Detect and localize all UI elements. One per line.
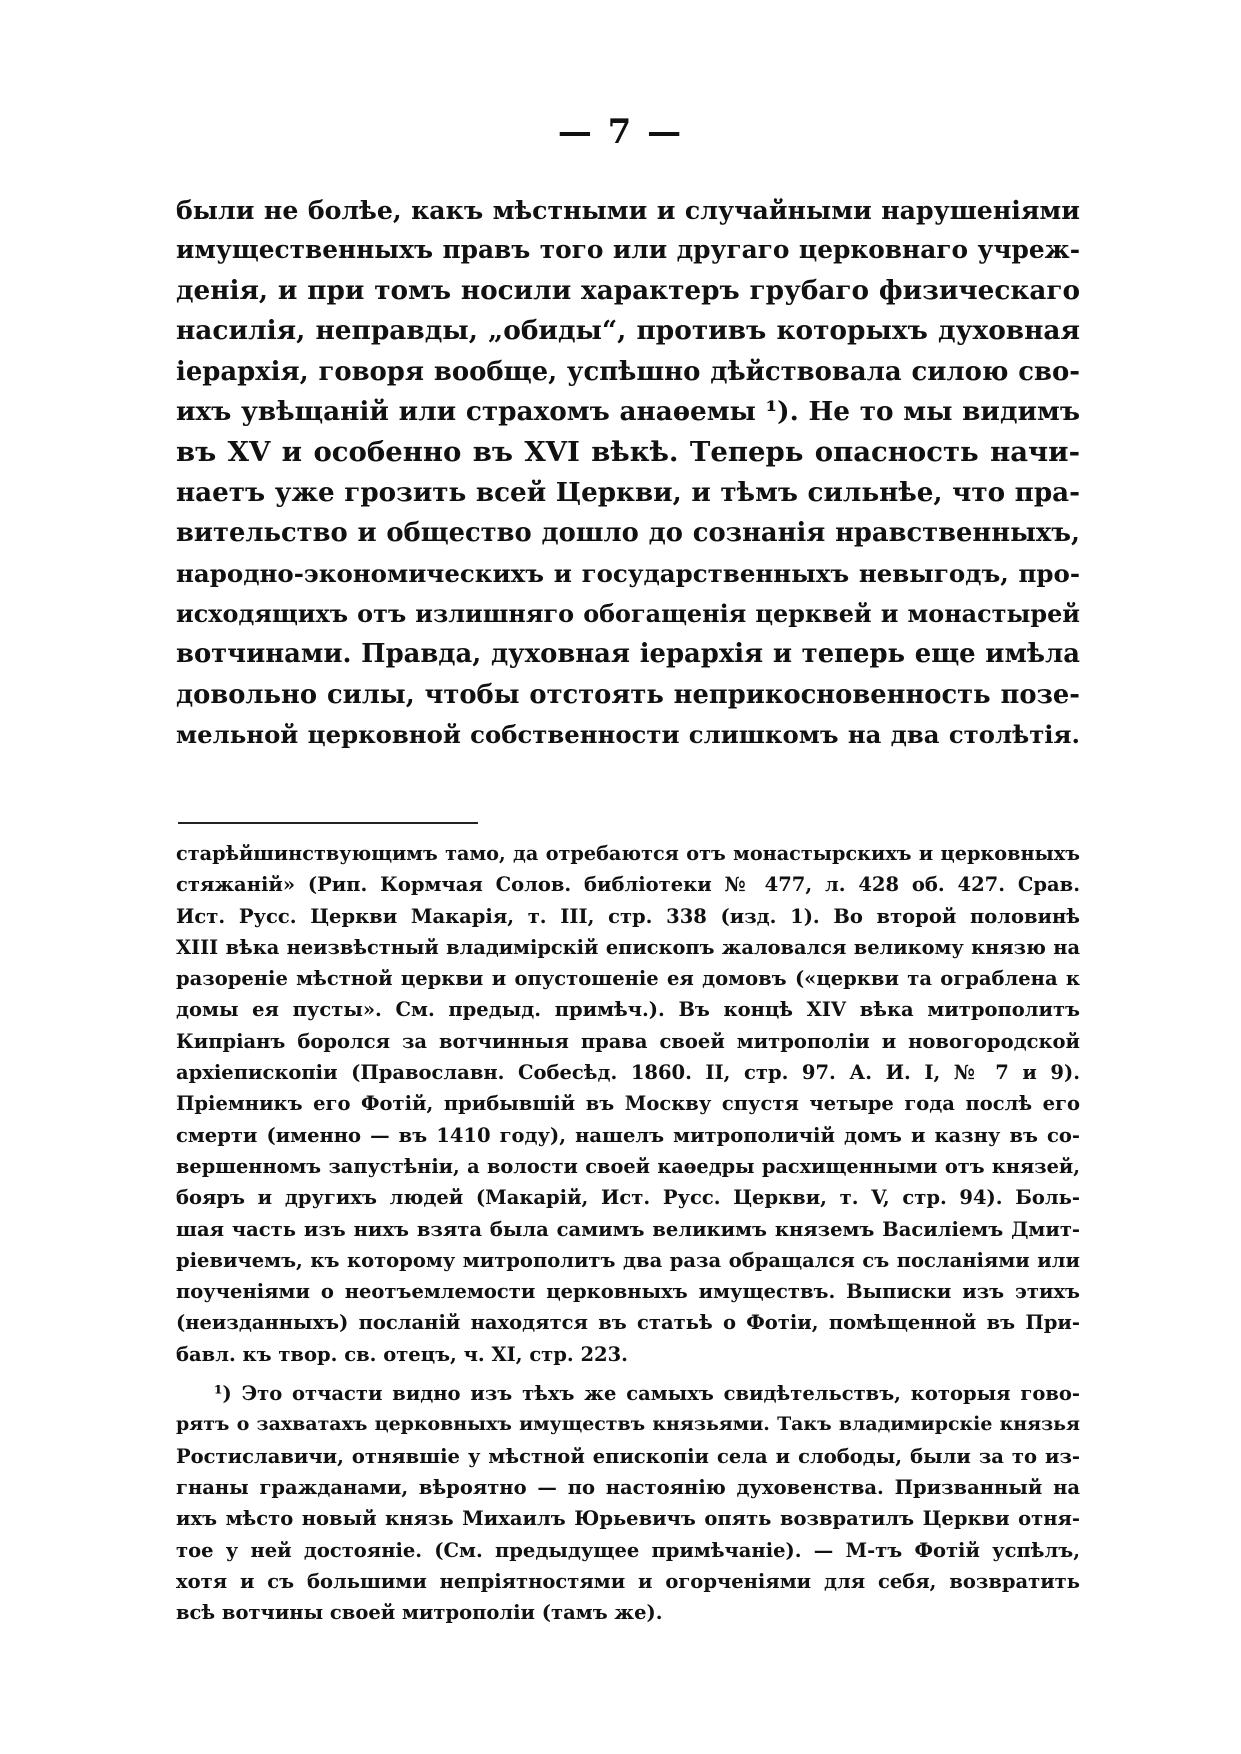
footnote-line: Ист. Русс. Церкви Макарія, т. III, стр. 338 (изд. 1). Во второй половинѣ bbox=[176, 904, 1080, 928]
text-line: наетъ уже грозить всей Церкви, и тѣмъ сильнѣе, что пра- bbox=[176, 476, 1080, 508]
text-line: довольно силы, чтобы отстоять неприкосновенность позе- bbox=[176, 679, 1080, 710]
text-line: исходящихъ отъ излишняго обогащенія церквей и монастырей bbox=[176, 599, 1080, 628]
footnote-line: Ростиславичи, отнявшіе у мѣстной епископіи села и слободы, были за то из- bbox=[176, 1444, 1080, 1468]
page-number: — 7 — bbox=[557, 112, 684, 152]
footnote-line: тое у ней достояніе. (См. предыдущее примѣчаніе). — М-тъ Фотій успѣлъ, bbox=[176, 1538, 1080, 1562]
footnote-line: разореніе мѣстной церкви и опустошеніе ея домовъ («церкви та ограблена к bbox=[176, 967, 1080, 991]
footnote-line: стяжаній» (Рип. Кормчая Солов. библіотеки № 477, л. 428 об. 427. Срав. bbox=[176, 873, 1080, 897]
footnote-line: всѣ вотчины своей митрополіи (тамъ же). bbox=[176, 1601, 663, 1625]
footnote-line: старѣйшинствующимъ тамо, да отребаются отъ монастырскихъ и церковныхъ bbox=[176, 842, 1080, 865]
text-line: имущественныхъ правъ того или другаго церковнаго учреж- bbox=[176, 235, 1080, 265]
footnote-continued bbox=[176, 838, 1080, 1370]
text-line: насилія, неправды, „обиды“, противъ которыхъ духовная bbox=[176, 315, 1080, 347]
text-line: были не болѣе, какъ мѣстными и случайными нарушеніями bbox=[176, 195, 1080, 225]
footnote-line: гнаны гражданами, вѣроятно — по настоянію духовенства. Призванный на bbox=[176, 1475, 1080, 1499]
footnote-line: вершенномъ запустѣніи, а волости своей каѳедры расхищенными отъ князей, bbox=[176, 1154, 1080, 1178]
footnotes-block bbox=[176, 838, 1080, 1628]
footnote-1 bbox=[176, 1378, 1080, 1628]
footnote-line: ¹) Это отчасти видно изъ тѣхъ же самыхъ свидѣтельствъ, которыя гово- bbox=[214, 1382, 1080, 1406]
footnote-line: бавл. къ твор. св. отецъ, ч. XI, стр. 223. bbox=[176, 1342, 628, 1366]
footnote-line: (неизданныхъ) посланій находятся въ статьѣ о Фотіи, помѣщенной въ При- bbox=[176, 1311, 1080, 1335]
footnote-line: рятъ о захватахъ церковныхъ имуществъ князьями. Такъ владимирскіе князья bbox=[176, 1413, 1080, 1436]
footnote-line: хотя и съ большими непріятностями и огорченіями для себя, возвратить bbox=[176, 1569, 1080, 1593]
footnote-line: бояръ и другихъ людей (Макарій, Ист. Русс. Церкви, т. V, стр. 94). Боль- bbox=[176, 1186, 1080, 1210]
footnote-line: поученіями о неотъемлемости церковныхъ имуществъ. Выписки изъ этихъ bbox=[176, 1280, 1080, 1304]
footnote-line: Пріемникъ его Фотій, прибывшій въ Москву спустя четыре года послѣ его bbox=[176, 1092, 1080, 1116]
footnote-line: домы ея пусты». См. предыд. примѣч.). Въ концѣ XIV вѣка митрополитъ bbox=[176, 998, 1080, 1022]
main-text-block bbox=[176, 190, 1080, 755]
text-line: мельной церковной собственности слишкомъ на два столѣтія. bbox=[176, 720, 1080, 750]
text-line: денія, и при томъ носили характеръ грубаго физическаго bbox=[176, 274, 1080, 306]
text-line: вотчинами. Правда, духовная іерархія и теперь еще имѣла bbox=[176, 639, 1080, 670]
footnote-line: XIII вѣка неизвѣстный владимірскій епископъ жаловался великому князю на bbox=[176, 935, 1080, 959]
footnote-line: Кипріанъ боролся за вотчинныя права своей митрополіи и новогородской bbox=[176, 1029, 1080, 1053]
footnote-line: шая часть изъ нихъ взята была самимъ великимъ княземъ Василіемъ Дмит- bbox=[176, 1217, 1080, 1241]
footnote-separator bbox=[178, 822, 478, 824]
footnote-line: архіепископіи (Православн. Собесѣд. 1860. II, стр. 97. А. И. I, № 7 и 9). bbox=[176, 1061, 1080, 1085]
text-line: іерархія, говоря вообще, успѣшно дѣйствовала силою сво- bbox=[176, 356, 1080, 387]
text-line: народно-экономическихъ и государственныхъ невыгодъ, про- bbox=[176, 558, 1080, 588]
text-line: ихъ увѣщаній или страхомъ анаѳемы ¹). Не то мы видимъ bbox=[176, 395, 1080, 427]
text-line: вительство и общество дошло до сознанія нравственныхъ, bbox=[176, 518, 1080, 549]
footnote-line: смерти (именно — въ 1410 году), нашелъ митрополичій домъ и казну въ со- bbox=[176, 1123, 1080, 1147]
footnote-line: ихъ мѣсто новый князь Михаилъ Юрьевичъ опять возвратилъ Церкви отня- bbox=[176, 1507, 1080, 1531]
footnote-line: ріевичемъ, къ которому митрополитъ два раза обращался съ посланіями или bbox=[176, 1248, 1080, 1272]
text-line: въ XV и особенно въ XVI вѣкѣ. Теперь опасность начи- bbox=[176, 436, 1080, 469]
